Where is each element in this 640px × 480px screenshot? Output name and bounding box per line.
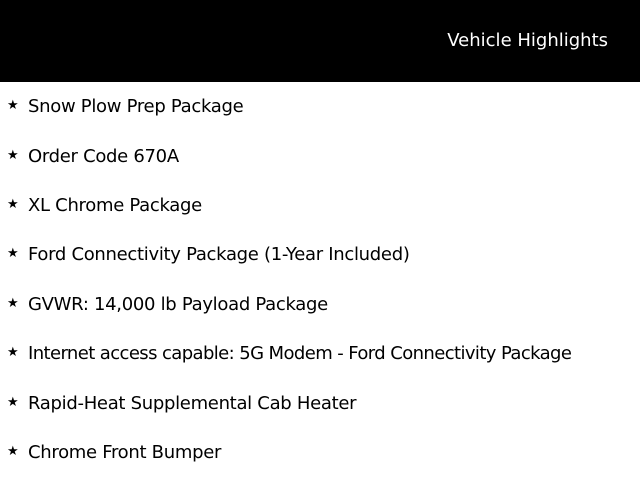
star-icon: ★ — [7, 246, 19, 261]
star-icon: ★ — [7, 98, 19, 113]
highlight-label: Chrome Front Bumper — [28, 442, 222, 463]
star-icon: ★ — [7, 148, 19, 163]
list-item — [0, 142, 640, 172]
list-item — [0, 191, 640, 221]
list-item — [0, 290, 640, 320]
list-item — [0, 339, 640, 369]
star-icon: ★ — [7, 296, 19, 311]
highlight-label: Rapid-Heat Supplemental Cab Heater — [28, 393, 357, 414]
header-title: Vehicle Highlights — [447, 30, 608, 51]
highlight-label: Ford Connectivity Package (1-Year Included) — [28, 244, 410, 265]
highlight-label: Order Code 670A — [28, 146, 179, 167]
highlight-label: Snow Plow Prep Package — [28, 96, 244, 117]
star-icon: ★ — [7, 395, 19, 410]
highlight-label: Internet access capable: 5G Modem - Ford Connectivity Package — [28, 343, 572, 364]
star-icon: ★ — [7, 197, 19, 212]
list-item — [0, 438, 640, 468]
list-item — [0, 240, 640, 270]
star-icon: ★ — [7, 345, 19, 360]
highlight-label: XL Chrome Package — [28, 195, 202, 216]
list-item — [0, 92, 640, 122]
header-bar — [0, 0, 640, 82]
list-item — [0, 389, 640, 419]
highlight-label: GVWR: 14,000 lb Payload Package — [28, 294, 328, 315]
star-icon: ★ — [7, 444, 19, 459]
